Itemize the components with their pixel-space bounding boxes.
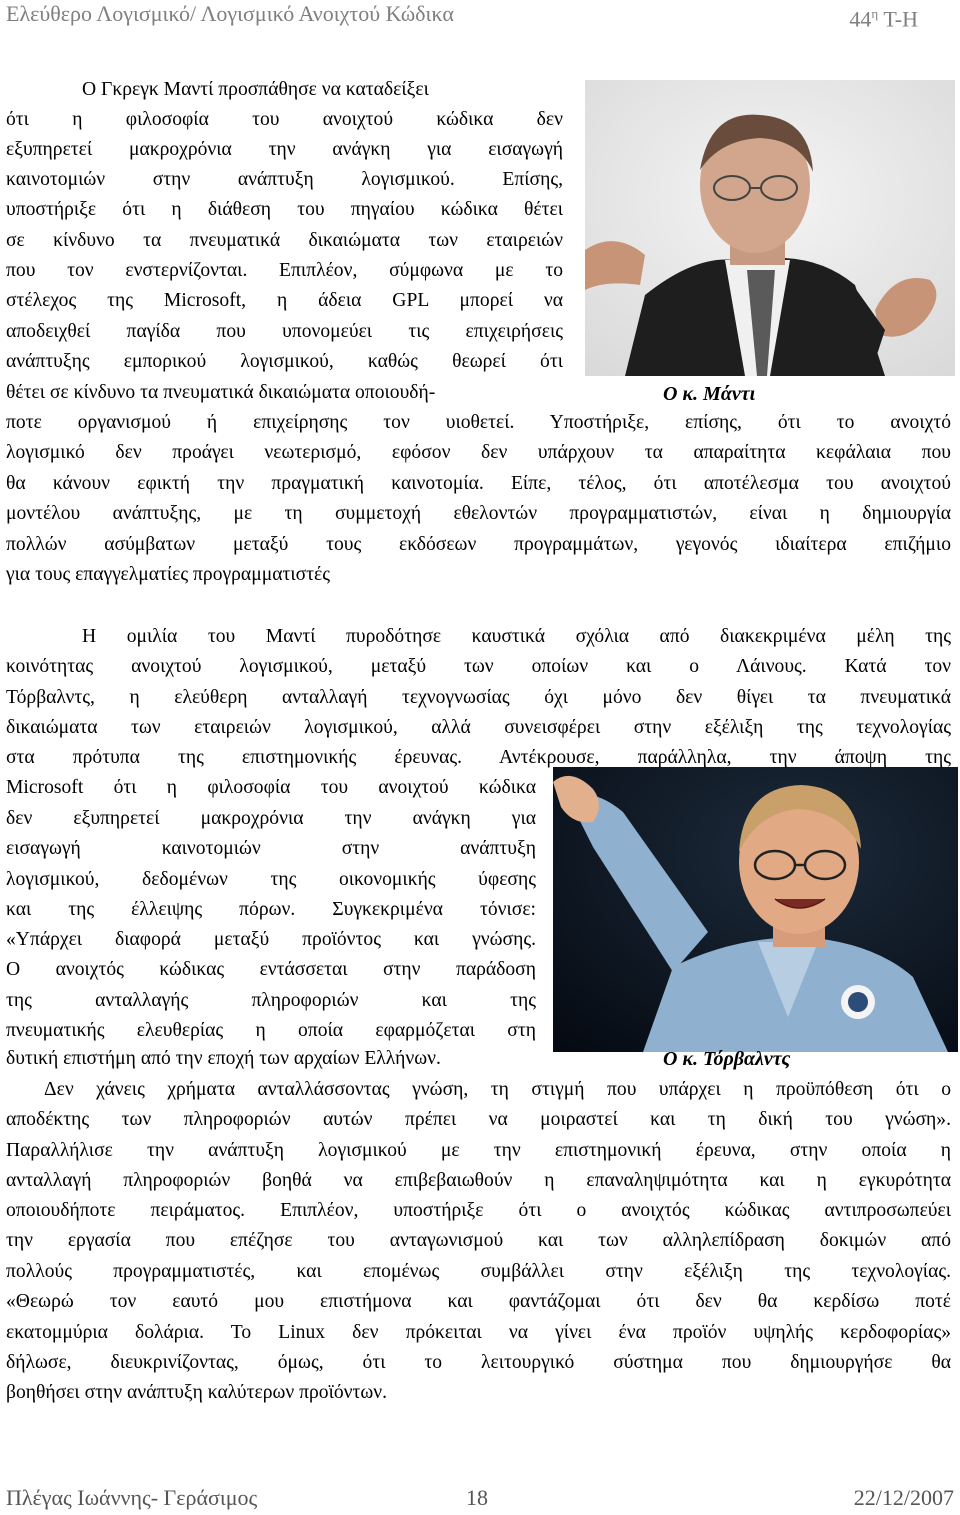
photo-torvalds — [553, 767, 958, 1052]
text-line: στα πρότυπα της επιστημονικής έρευνας. Αντέκρουσε, παράλληλα, την άποψη της — [6, 747, 951, 768]
text-line: δυτική επιστήμη από την εποχή των αρχαίων Ελλήνων. — [6, 1048, 441, 1069]
text-line: βοηθήσει στην ανάπτυξη καλύτερων προϊόντων. — [6, 1382, 388, 1403]
text-line: και της έλλειψης πόρων. Συγκεκριμένα τόνισε: — [6, 899, 536, 920]
text-line: αποδέκτης των πληροφοριών αυτών πρέπει να μοιραστεί και τη δική του γνώση». — [6, 1109, 951, 1130]
text-line: ανταλλαγή πληροφοριών βοηθά να επιβεβαιωθούν η επαναληψιμότητα και η εγκυρότητα — [6, 1170, 951, 1191]
text-line: αποδειχθεί παγίδα που υπονομεύει τις επιχειρήσεις — [6, 321, 563, 342]
caption-mundie: Ο κ. Μάντι — [663, 383, 756, 405]
header-grade-class: Τ-Η — [878, 6, 918, 32]
text-line: θα κάνουν εφικτή την πραγματική καινοτομία. Είπε, τέλος, ότι αποτέλεσμα του ανοιχτού — [6, 473, 951, 494]
text-line: ποτε οργανισμού ή επιχείρησης τον υιοθετεί. Υποστήριξε, επίσης, ότι το ανοιχτό — [6, 412, 951, 433]
text-line: θέτει σε κίνδυνο τα πνευματικά δικαιώματα οποιουδή- — [6, 382, 436, 403]
text-line: κοινότητας ανοιχτού λογισμικού, μεταξύ των οποίων και ο Λάινους. Κατά τον — [6, 656, 951, 677]
text-line: δεν εξυπηρετεί μακροχρόνια την ανάγκη για — [6, 808, 536, 829]
header-grade-number: 44 — [849, 6, 872, 32]
text-line: ότι η φιλοσοφία του ανοιχτού κώδικα δεν — [6, 109, 563, 130]
text-line: εκατομμύρια δολάρια. Το Linux δεν πρόκειται να γίνει ένα προϊόν υψηλής κερδοφορίας» — [6, 1322, 951, 1343]
text-line: Παραλλήλισε την ανάπτυξη λογισμικού με την επιστημονική έρευνα, στην οποία η — [6, 1140, 951, 1161]
page-footer — [6, 1484, 954, 1512]
footer-date: 22/12/2007 — [853, 1485, 954, 1510]
header-grade-superscript: η — [871, 6, 879, 21]
text-line: δήλωσε, διευκρινίζοντας, όμως, ότι το λειτουργικό σύστημα που δημιουργήσε θα — [6, 1352, 951, 1373]
text-line: Τόρβαλντς, η ελεύθερη ανταλλαγή τεχνογνωσίας όχι μόνο δεν θίγει τα πνευματικά — [6, 687, 951, 708]
text-line: υποστήριξε ότι η διάθεση του πηγαίου κώδικα θέτει — [6, 199, 563, 220]
header-title: Ελεύθερο Λογισμικό/ Λογισμικό Ανοιχτού Κώδικα — [6, 1, 454, 26]
photo-mundie — [585, 80, 955, 376]
text-line: ανάπτυξης εμπορικού λογισμικού, καθώς θεωρεί ότι — [6, 351, 563, 372]
text-line: «Θεωρώ τον εαυτό μου επιστήμονα και φαντάζομαι ότι δεν θα κερδίσω ποτέ — [6, 1291, 951, 1312]
text-line: «Υπάρχει διαφορά μεταξύ προϊόντος και γνώσης. — [6, 929, 536, 950]
text-line: για τους επαγγελματίες προγραμματιστές — [6, 564, 331, 585]
text-line: καινοτομιών στην ανάπτυξη λογισμικού. Επίσης, — [6, 169, 563, 190]
text-line: Microsoft ότι η φιλοσοφία του ανοιχτού κώδικα — [6, 777, 536, 798]
text-line: λογισμικού, δεδομένων της οικονομικής ύφεσης — [6, 869, 536, 890]
text-line: μοντέλου ανάπτυξης, με τη συμμετοχή εθελοντών προγραμματιστών, είναι η δημιουργία — [6, 503, 951, 524]
text-line: πολλούς προγραμματιστές, και επομένως συμβάλλει στην εξέλιξη της τεχνολογίας. — [6, 1261, 951, 1282]
footer-page-number: 18 — [466, 1485, 488, 1510]
footer-author: Πλέγας Ιωάννης- Γεράσιμος — [6, 1485, 258, 1510]
text-line: την εργασία που επέζησε του ανταγωνισμού και των αλληλεπίδραση δοκιμών από — [6, 1230, 951, 1251]
photo-mundie-image — [585, 80, 955, 376]
text-line: που τον ενστερνίζονται. Επιπλέον, σύμφωνα με το — [6, 260, 563, 281]
text-line: Δεν χάνεις χρήματα ανταλλάσσοντας γνώση, τη στιγμή που υπάρχει η προϋπόθεση ότι ο — [44, 1079, 951, 1100]
text-line: δικαιώματα των εταιρειών λογισμικού, αλλά συνεισφέρει στην εξέλιξη της τεχνολογίας — [6, 717, 951, 738]
text-line: στέλεχος της Microsoft, η άδεια GPL μπορεί να — [6, 290, 563, 311]
page-header — [6, 0, 954, 32]
text-line: εισαγωγή καινοτομιών στην ανάπτυξη — [6, 838, 536, 859]
photo-torvalds-image — [553, 767, 958, 1052]
header-grade — [849, 0, 918, 33]
text-line: πνευματικής ελευθερίας η οποία εφαρμόζεται στη — [6, 1020, 536, 1041]
text-line: Ο ανοιχτός κώδικας εντάσσεται στην παράδοση — [6, 959, 536, 980]
text-line: πολλών ασύμβατων μεταξύ τους εκδόσεων προγραμμάτων, γεγονός ιδιαίτερα επιζήμιο — [6, 534, 951, 555]
text-line: της ανταλλαγής πληροφοριών και της — [6, 990, 536, 1011]
text-line: Η ομιλία του Μαντί πυροδότησε καυστικά σχόλια από διακεκριμένα μέλη της — [82, 626, 951, 647]
text-line: λογισμικό δεν προάγει νεωτερισμό, εφόσον δεν υπάρχουν τα απαραίτητα κεφάλαια που — [6, 442, 951, 463]
text-line: εξυπηρετεί μακροχρόνια την ανάγκη για εισαγωγή — [6, 139, 563, 160]
text-line: σε κίνδυνο τα πνευματικά δικαιώματα των εταιρειών — [6, 230, 563, 251]
text-line: οποιουδήποτε πειράματος. Επιπλέον, υποστήριξε ότι ο ανοιχτός κώδικας αντιπροσωπεύει — [6, 1200, 951, 1221]
caption-torvalds: Ο κ. Τόρβαλντς — [663, 1048, 791, 1070]
text-line: Ο Γκρεγκ Μαντί προσπάθησε να καταδείξει — [82, 79, 429, 100]
